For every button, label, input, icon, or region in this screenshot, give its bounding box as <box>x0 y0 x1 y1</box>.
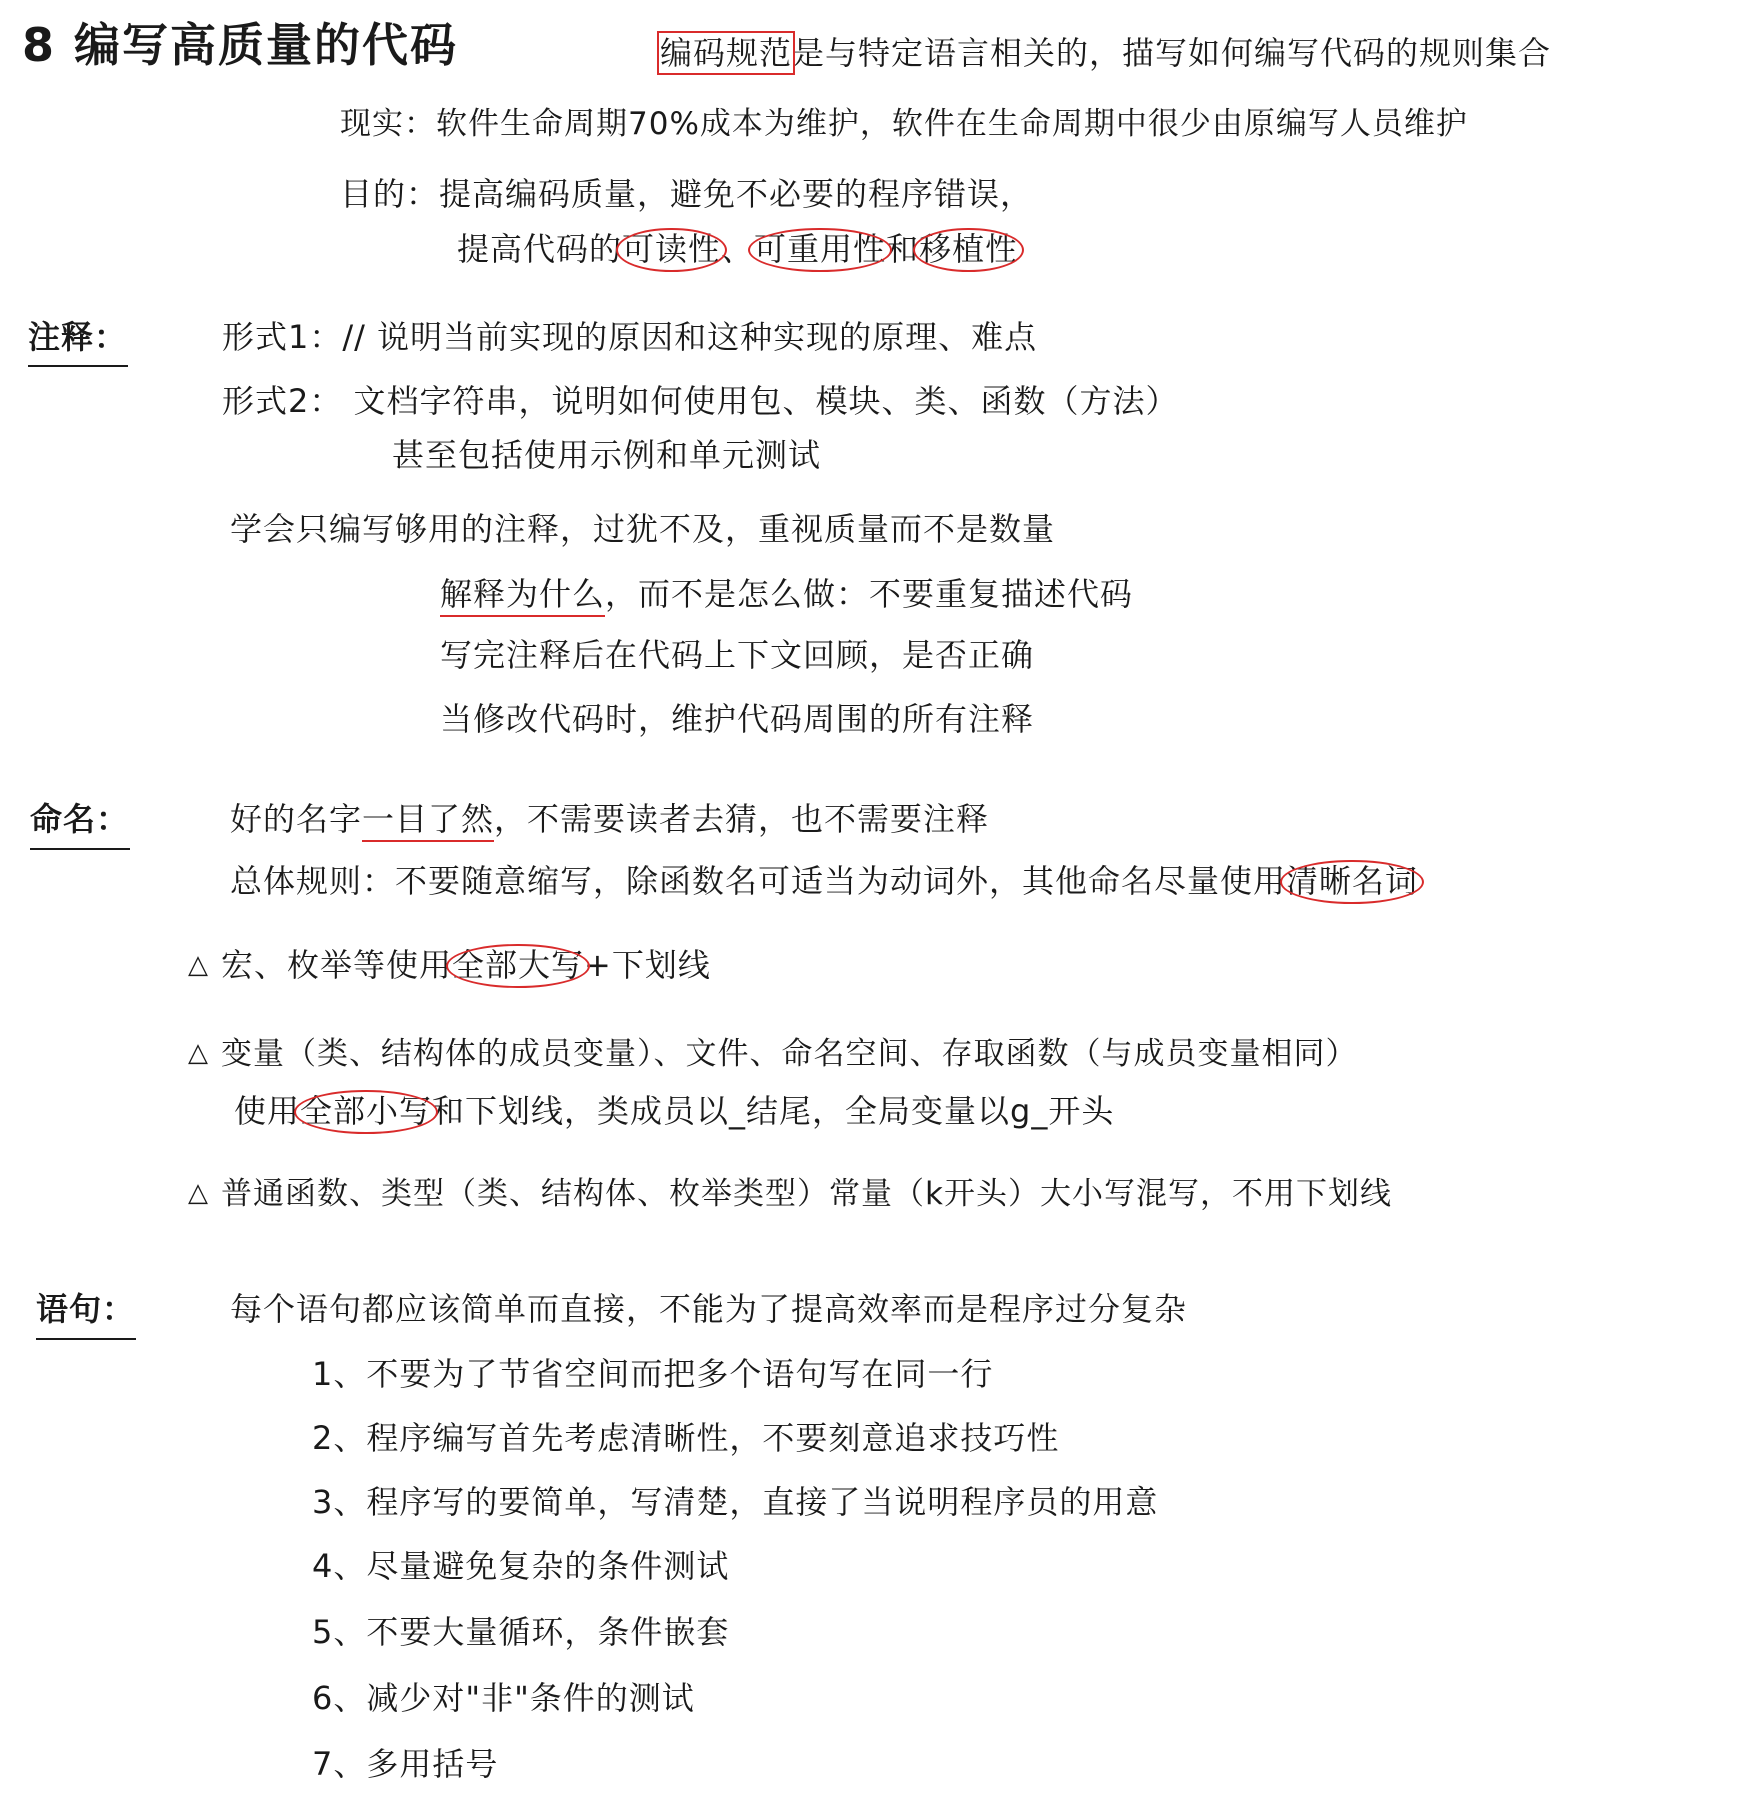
clear-nouns-circled: 清晰名词 <box>1286 862 1419 900</box>
statements-label: 语句： <box>36 1290 136 1328</box>
readability-circled: 可读性 <box>622 230 722 268</box>
statement-item: 4、尽量避免复杂的条件测试 <box>312 1547 730 1585</box>
comment-learn: 学会只编写够用的注释，过犹不及，重视质量而不是数量 <box>230 510 1056 548</box>
comments-label-underline <box>28 365 128 367</box>
naming-line-2-prefix: 总体规则：不要随意缩写，除函数名可适当为动词外，其他命名尽量使用 <box>230 862 1287 900</box>
statement-item: 7、多用括号 <box>312 1745 499 1783</box>
explain-why-underlined: 解释为什么 <box>440 575 605 617</box>
naming-rule-1 <box>188 946 711 984</box>
naming-line-1 <box>230 800 989 838</box>
reusability-circled: 可重用性 <box>754 230 887 268</box>
rule-3-text: 普通函数、类型（类、结构体、枚举类型）常量（k开头）大小写混写，不用下划线 <box>221 1176 1392 1212</box>
comment-tip-2: 写完注释后在代码上下文回顾，是否正确 <box>440 636 1035 674</box>
comment-tip-3: 当修改代码时，维护代码周围的所有注释 <box>440 700 1035 738</box>
goal-line-1: 目的：提高编码质量，避免不必要的程序错误， <box>340 175 1034 213</box>
naming-line-1-rest: ，不需要读者去猜，也不需要注释 <box>494 800 990 838</box>
page-title: 8 编写高质量的代码 <box>22 18 459 72</box>
naming-rule-2 <box>188 1036 1358 1073</box>
comment-form-2-cont: 甚至包括使用示例和单元测试 <box>392 436 822 474</box>
triangle-bullet-icon: △ <box>188 1178 209 1208</box>
naming-line-2 <box>230 862 1418 900</box>
goal-sep: 、 <box>721 230 755 268</box>
rule-2-prefix: 使用 <box>234 1092 301 1130</box>
rule-2-rest: 和下划线，类成员以_结尾，全局变量以g_开头 <box>432 1092 1115 1130</box>
definition-term-box: 编码规范 <box>660 34 793 72</box>
comments-label: 注释： <box>28 318 128 356</box>
triangle-bullet-icon: △ <box>188 1038 209 1068</box>
naming-rule-3 <box>188 1176 1392 1213</box>
statement-item: 6、减少对"非"条件的测试 <box>312 1679 695 1717</box>
goal-prefix: 提高代码的 <box>457 230 623 268</box>
naming-label: 命名： <box>30 800 130 838</box>
comment-tip-1-rest: ，而不是怎么做：不要重复描述代码 <box>605 575 1134 613</box>
naming-label-underline <box>30 848 130 850</box>
at-a-glance-underlined: 一目了然 <box>362 800 494 842</box>
naming-rule-2-cont <box>234 1092 1114 1130</box>
all-lowercase-circled: 全部小写 <box>300 1092 433 1130</box>
statement-item: 1、不要为了节省空间而把多个语句写在同一行 <box>312 1355 994 1393</box>
statement-item: 3、程序写的要简单，写清楚，直接了当说明程序员的用意 <box>312 1483 1159 1521</box>
statements-intro: 每个语句都应该简单而直接，不能为了提高效率而是程序过分复杂 <box>230 1290 1188 1328</box>
rule-2-line-1: 变量（类、结构体的成员变量）、文件、命名空间、存取函数（与成员变量相同） <box>221 1036 1358 1072</box>
rule-1-rest: +下划线 <box>584 946 711 984</box>
portability-circled: 移植性 <box>919 230 1019 268</box>
reality-line: 现实：软件生命周期70%成本为维护，软件在生命周期中很少由原编写人员维护 <box>340 106 1468 142</box>
statements-label-underline <box>36 1338 136 1340</box>
all-uppercase-circled: 全部大写 <box>452 946 585 984</box>
rule-1-prefix: 宏、枚举等使用 <box>221 946 453 984</box>
statement-item: 2、程序编写首先考虑清晰性，不要刻意追求技巧性 <box>312 1419 1060 1457</box>
triangle-bullet-icon: △ <box>188 950 209 980</box>
comment-form-1: 形式1：// 说明当前实现的原因和这种实现的原理、难点 <box>222 318 1038 356</box>
definition-text: 是与特定语言相关的，描写如何编写代码的规则集合 <box>792 34 1552 72</box>
comment-tip-1 <box>440 575 1133 613</box>
naming-line-1-prefix: 好的名字 <box>230 800 363 838</box>
goal-line-2 <box>457 230 1018 268</box>
definition-line <box>660 34 1551 72</box>
statement-item: 5、不要大量循环，条件嵌套 <box>312 1613 730 1651</box>
goal-sep-and: 和 <box>886 230 920 268</box>
comment-form-2: 形式2： 文档字符串，说明如何使用包、模块、类、函数（方法） <box>222 382 1179 420</box>
